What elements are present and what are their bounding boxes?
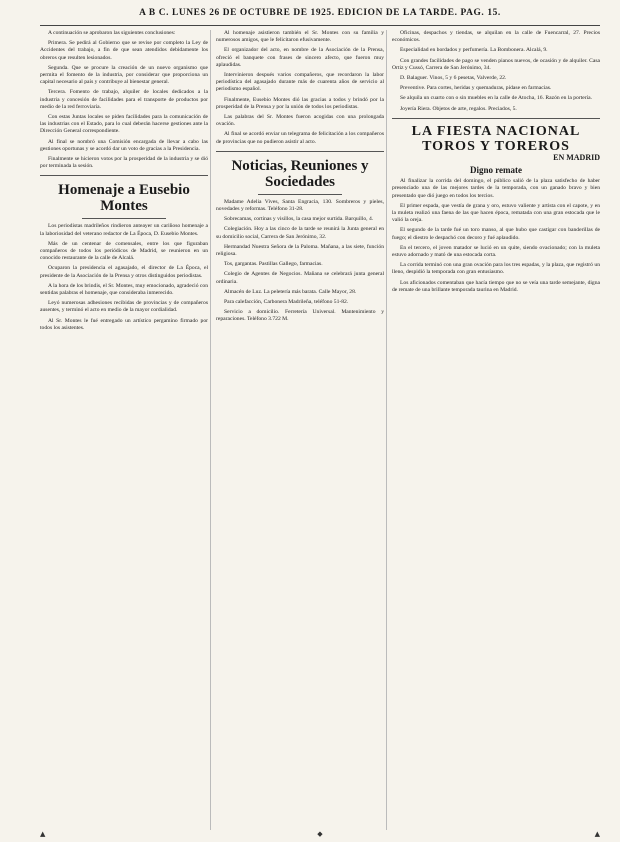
article-paragraph: Al finalizar la corrida del domingo, el público salió de la plaza satisfecho de haber presenciado una de las mejores tardes de la temporada, con un ganado bravo y bien presentado que dió juego en todos los tercios. [392,178,600,199]
article-paragraph: El segundo de la tarde fué un toro manso, al que hubo que castigar con banderillas de fuego; el diestro le despachó con decoro y fué aplaudido. [392,227,600,241]
article-paragraph: El primer espada, que vestía de grana y oro, estuvo valiente y artista con el capote, y en la muleta realizó una faena de las que hacen época, rematada con una gran estocada que le valió la oreja. [392,202,600,224]
article-paragraph: Al homenaje asistieron también el Sr. Montes con su familia y numerosos amigos, que le felicitaron efusivamente. [216,30,384,44]
toros-title: TOROS Y TOREROS [422,138,570,154]
article-paragraph: Finalmente, Eusebio Montes dió las gracias a todos y brindó por la prosperidad de la Prensa y por la unión de todos los periodistas. [216,96,384,110]
notice-item: Oficinas, despachos y tiendas, se alquilan en la calle de Fuencarral, 27. Precios económicos. [392,30,600,44]
registration-mark-icon: ◆ [317,830,323,838]
article-paragraph: Más de un centenar de comensales, entre los que figuraban compañeros de todos los periódicos de Madrid, se reunieron en un conocido restaurante de la calle de Alcalá. [40,240,208,262]
section-rule [392,118,600,119]
fiesta-title: LA FIESTA NACIONAL [411,123,581,139]
article-paragraph: Finalmente se hicieron votos por la prosperidad de la industria y se dió por terminada la sesión. [40,156,208,170]
article-paragraph: Al Sr. Montes le fué entregado un artístico pergamino firmado por todos los asistentes. [40,317,208,331]
article-paragraph: Intervinieron después varios compañeros, que recordaron la labor periodística del agasajado durante más de cuarenta años de servicio al periodismo español. [216,72,384,93]
article-paragraph: Primera. Se pedirá al Gobierno que se revise por completo la Ley de Accidentes del trabajo, a fin de que sean atendidos debidamente los obreros que resulten lesionados. [40,40,208,61]
column-divider [386,30,387,830]
article-paragraph: Los aficionados comentaban que hacía tiempo que no se veía una tarde semejante, digna de remate de una brillante temporada taurina en Madrid. [392,279,600,293]
notice-item: Se alquila un cuarto con o sin muebles en la calle de Atocha, 16. Razón en la portería. [400,95,592,102]
article-paragraph: Al final se nombró una Comisión encargada de llevar a cabo las gestiones oportunas y se acordó dar un voto de gracias a la Presidencia. [40,138,208,152]
notice-item: Tos, gargantas. Pastillas Gallego, farmacias. [224,261,323,268]
header-rule [40,25,600,26]
notice-item: Colegio de Agentes de Negocios. Mañana se celebrará junta general ordinaria. [216,271,384,285]
noticias-title: Noticias, Reuniones y Sociedades [231,157,369,190]
article-paragraph: El organizador del acto, en nombre de la Asociación de la Prensa, ofreció el banquete con frases de sincero afecto, que fueron muy aplaudidas. [216,47,384,68]
registration-marks [40,830,600,838]
homenaje-title: Homenaje a Eusebio Montes [58,182,190,215]
notice-item: Almacén de Luz. La peletería más barata. Calle Mayor, 28. [224,288,357,295]
article-paragraph: Ocuparon la presidencia el agasajado, el director de La Época, el presidente de la Asociación de la Prensa y otros distinguidos periodistas. [40,265,208,279]
article-subhead: Digno remate [469,165,523,176]
notice-item: Con grandes facilidades de pago se venden pianos nuevos, de ocasión y de alquiler. Casa Ortiz y Cussó, Carrera de San Jerónimo, 34. [392,57,600,71]
article-paragraph: A la hora de los brindis, el Sr. Montes, muy emocionado, agradeció con sentidas palabras el homenaje, que consideraba inmerecido. [40,282,208,297]
notice-item: Servicio a domicilio. Ferretería Universal. Mantenimiento y reparaciones. Teléfono 3.722 M. [216,309,384,323]
notice-item: Joyería Riera. Objetos de arte, regalos. Preciados, 5. [400,105,517,112]
registration-mark-icon: ▲ [40,830,46,838]
title-rule [82,218,166,219]
notice-item: Hermandad Nuestra Señora de la Paloma. Mañana, a las siete, función religiosa. [216,243,384,258]
notice-item: Madame Adelia Vives, Santa Engracia, 130. Sombreros y pieles, novedades y reformas. Teléfono 31-28. [216,198,384,213]
article-paragraph: Segunda. Que se procure la creación de un nuevo organismo que permita el fomento de la industria, por considerar que proporciona un capital necesario al país y contribuye al bienestar general. [40,64,208,86]
column-3 [392,30,600,830]
article-paragraph: Al final se acordó enviar un telegrama de felicitación a los compañeros de provincias que no pudieron asistir al acto. [216,131,384,145]
article-paragraph: A continuación se aprobaron las siguientes conclusiones: [48,30,176,36]
column-divider [210,30,211,830]
article-paragraph: Tercera. Fomento de trabajo, alquiler de locales dedicados a la industria y concesión de facilidades para el transporte de productos por medio de la red ferroviaria. [40,89,208,110]
page-header: A B C. LUNES 26 DE OCTUBRE DE 1925. EDICION DE LA TARDE. PAG. 15. [139,8,501,18]
notice-item: Sobrecamas, cortinas y visillos, la casa mejor surtida. Barquillo, 4. [224,216,374,223]
column-2 [216,30,384,830]
article-paragraph: Los periodistas madrileños rindieron anteayer un cariñoso homenaje a la laboriosidad del veterano redactor de La Época, D. Eusebio Montes. [40,223,208,237]
article-paragraph: Con estas Juntas locales se piden facilidades para la comunicación de las industrias con el Estado, para lo cual deberán hacerse gestiones ante la Dirección General correspondiente. [40,114,208,135]
notice-item: Preventive. Para cortes, heridas y quemaduras, pídase en farmacias. [400,85,552,92]
article-paragraph: En el tercero, el joven matador se lució en un quite, siendo ovacionado; con la muleta estuvo adornado y mató de una estocada corta. [392,244,600,259]
section-rule [216,151,384,152]
article-paragraph: La corrida terminó con una gran ovación para los tres espadas, y la plaza, que registró un lleno, despidió la temporada con gran entusiasmo. [392,262,600,276]
notice-item: Colegiación. Hoy a las cinco de la tarde se reunirá la Junta general en su domicilio social, Carrera de San Jerónimo, 32. [216,226,384,240]
column-1 [40,30,208,830]
notice-item: Para calefacción, Carbonera Madrileña, teléfono 51-82. [224,299,349,306]
article-paragraph: Leyó numerosas adhesiones recibidas de provincias y de compañeros ausentes, y terminó el acto en medio de la mayor cordialidad. [40,300,208,314]
notice-item: D. Balaguer. Vinos, 5 y 6 pesetas, Valverde, 22. [400,75,507,82]
notice-item: Especialidad en bordados y perfumería. La Bombonera. Alcalá, 9. [400,47,548,54]
title-rule [258,194,342,195]
article-paragraph: Las palabras del Sr. Montes fueron acogidas con una prolongada ovación. [216,114,384,128]
section-location: EN MADRID [553,152,600,162]
section-rule [40,175,208,176]
registration-mark-icon: ▲ [594,830,600,838]
